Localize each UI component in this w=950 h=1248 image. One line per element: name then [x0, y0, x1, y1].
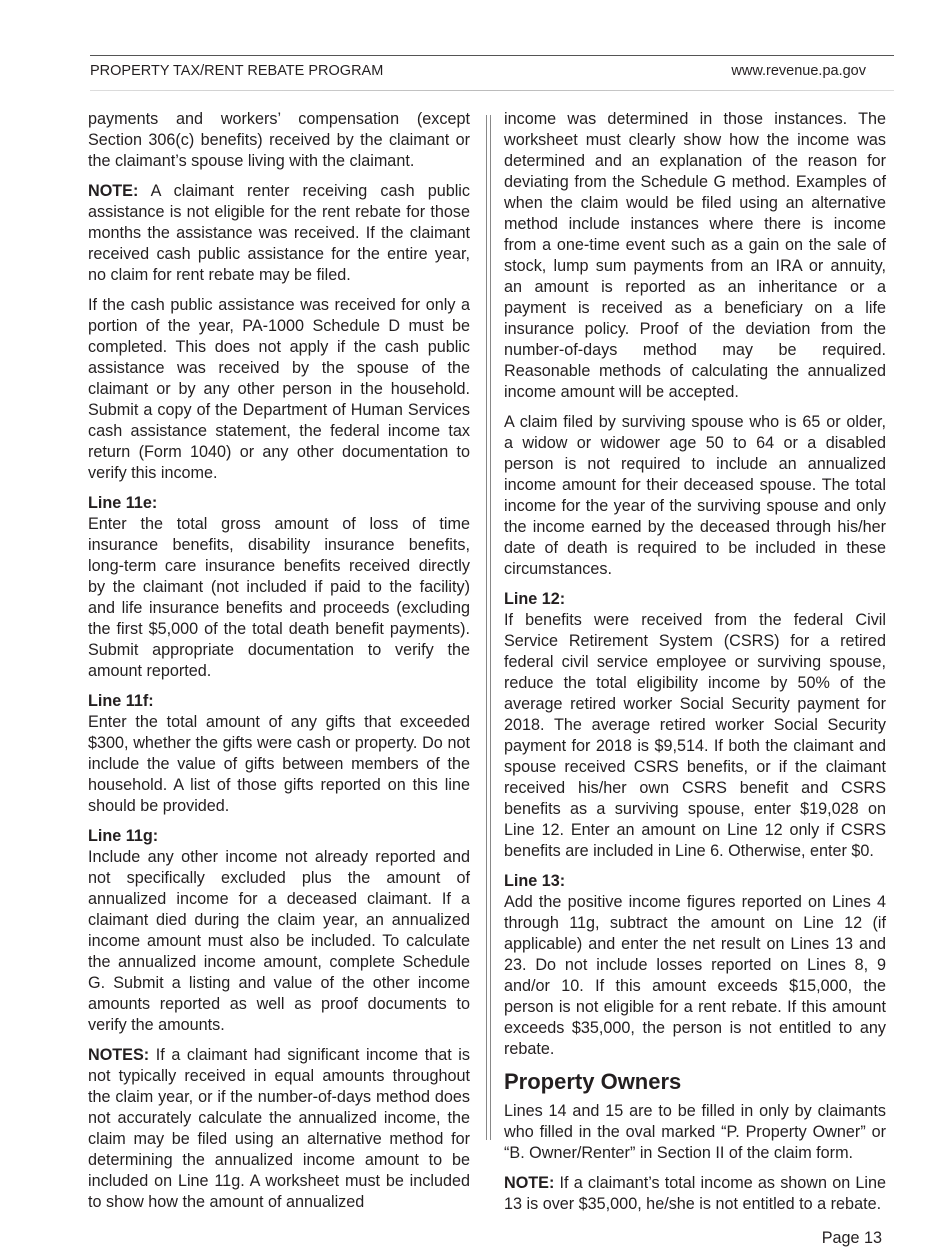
note-paragraph	[88, 181, 470, 286]
left-column	[88, 109, 470, 1222]
paragraph: Include any other income not already reported and not specifically excluded plus the amount of annualized income for a deceased claimant. If a claimant died during the claim year, an annualized income amount must also be included. To calculate the annualized income amount, complete Schedule G. Submit a listing and value of the other income amounts reported as well as proof documents to verify the amounts.	[88, 848, 470, 1034]
right-column	[504, 109, 886, 1224]
paragraph: If benefits were received from the federal Civil Service Retirement System (CSRS) for a retired federal civil service employee or surviving spouse, reduce the total eligibility income by 50% of the average retired worker Social Security payment for 2018. The average retired worker Social Security payment for 2018 is $9,514. If both the claimant and spouse received CSRS benefits, or if the claimant received his/her own CSRS benefit and CSRS benefits as a surviving spouse, enter $19,028 on Line 12. Enter an amount on Line 12 only if CSRS benefits are included in Line 6. Otherwise, enter $0.	[504, 611, 886, 860]
notes-paragraph	[88, 1045, 470, 1213]
paragraph: Enter the total amount of any gifts that exceeded $300, whether the gifts were cash or property. Do not include the value of gifts between members of the household. A list of those gifts reported on this line should be provided.	[88, 713, 470, 815]
header-rule	[90, 55, 894, 56]
paragraph: income was determined in those instances. The worksheet must clearly show how the income was determined and an explanation of the reason for deviating from the Schedule G method. Examples of when the claim would be filed using an alternative method include instances where there is income from a one-time event such as a gain on the sale of stock, lump sum payments from an IRA or annuity, an amount is reported as an inheritance or a payment is received as a beneficiary on a life insurance policy. Proof of the deviation from the number-of-days method may be required. Reasonable methods of calculating the annualized income amount will be accepted.	[504, 110, 886, 401]
page-number: Page 13	[821, 1229, 882, 1247]
paragraph: payments and workers’ compensation (except Section 306(c) benefits) received by the claimant or the claimant’s spouse living with the claimant.	[88, 110, 470, 170]
heading-line-11e: Line 11e:	[88, 494, 158, 512]
note-text: If a claimant’s total income as shown on Line 13 is over $35,000, he/she is not entitled to a rebate.	[504, 1174, 886, 1213]
note-label: NOTE:	[504, 1174, 555, 1192]
heading-line-11f: Line 11f:	[88, 692, 154, 710]
note-text: A claimant renter receiving cash public assistance is not eligible for the rent rebate for those months the assistance was received. If the claimant received cash public assistance for the entire year, no claim for rent rebate may be filed.	[88, 182, 470, 284]
page-header	[90, 62, 866, 80]
program-title: PROPERTY TAX/RENT REBATE PROGRAM	[90, 63, 384, 79]
heading-line-11g: Line 11g:	[88, 827, 159, 845]
notes-label: NOTES:	[88, 1046, 150, 1064]
paragraph: Lines 14 and 15 are to be filled in only by claimants who filled in the oval marked “P. Property Owner” or “B. Owner/Renter” in Section II of the claim form.	[504, 1102, 886, 1162]
paragraph: Enter the total gross amount of loss of time insurance benefits, disability insurance benefits, long-term care insurance benefits received directly by the claimant (not included if paid to the facility) and life insurance benefits and proceeds (excluding the first $5,000 of the total death benefit payments). Submit appropriate documentation to verify the amount reported.	[88, 515, 470, 680]
note-label: NOTE:	[88, 182, 139, 200]
paragraph: If the cash public assistance was received for only a portion of the year, PA-1000 Schedule D must be completed. This does not apply if the cash public assistance was received by the spouse of the claimant or by any other person in the household. Submit a copy of the Department of Human Services cash assistance statement, the federal income tax return (Form 1040) or any other documentation to verify this income.	[88, 296, 470, 482]
heading-line-12: Line 12:	[504, 590, 566, 608]
header-subrule	[90, 90, 894, 91]
paragraph: Add the positive income figures reported on Lines 4 through 11g, subtract the amount on Line 12 (if applicable) and enter the net result on Lines 13 and 23. Do not include losses reported on Lines 8, 9 and/or 10. If this amount exceeds $15,000, the person is not eligible for a rent rebate. If this amount exceeds $35,000, the person is not entitled to any rebate.	[504, 893, 886, 1058]
website-url: www.revenue.pa.gov	[731, 63, 866, 79]
heading-property-owners: Property Owners	[504, 1069, 682, 1094]
heading-line-13: Line 13:	[504, 872, 566, 890]
paragraph: A claim filed by surviving spouse who is 65 or older, a widow or widower age 50 to 64 or a disabled person is not required to include an annualized income amount for their deceased spouse. The total income for the year of the surviving spouse and only the income earned by the deceased through his/her date of death is required to be included in these circumstances.	[504, 413, 886, 578]
column-divider	[486, 115, 491, 1140]
notes-text: If a claimant had significant income that is not typically received in equal amounts throughout the claim year, or if the number-of-days method does not accurately calculate the annualized income, the claim may be filed using an alternative method for determining the annualized income amount to be included on Line 11g. A worksheet must be included to show how the amount of annualized	[88, 1046, 470, 1211]
note-paragraph	[504, 1173, 886, 1215]
